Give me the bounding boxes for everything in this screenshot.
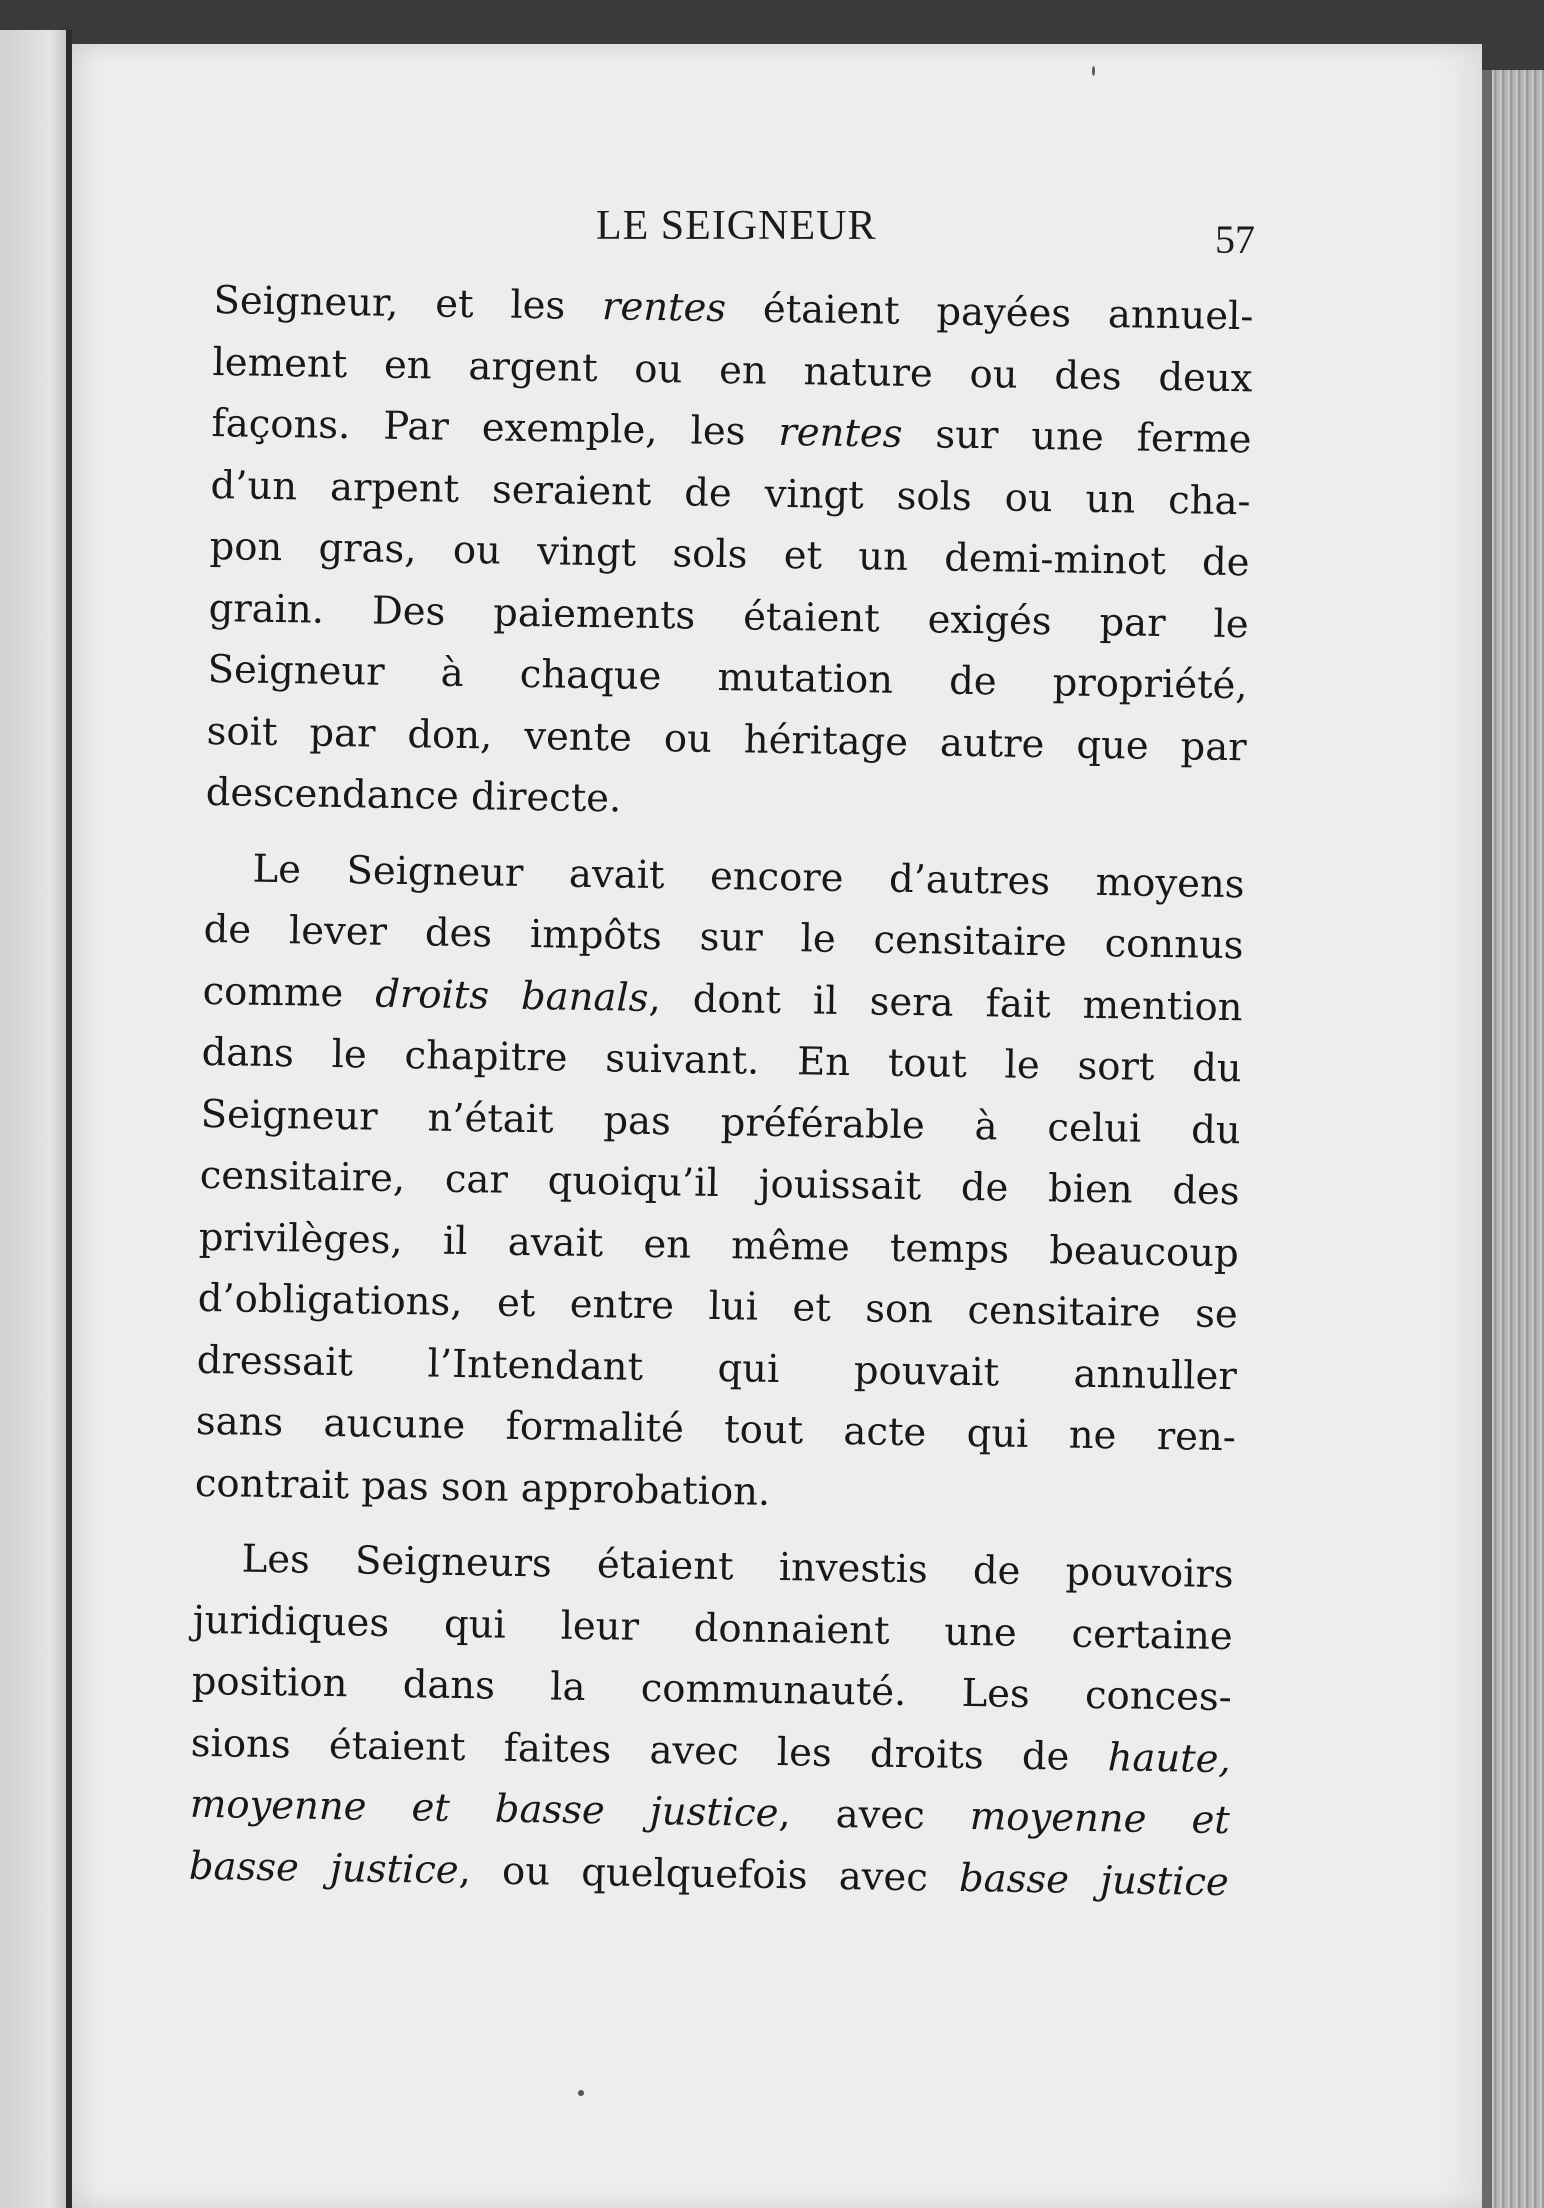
running-title: LE SEIGNEUR bbox=[596, 203, 877, 249]
text-run: comme bbox=[202, 968, 376, 1017]
text-run: sions étaient faites avec les droits de bbox=[190, 1720, 1109, 1780]
text-run: de lever des impôts sur le censitaire connus bbox=[203, 906, 1244, 969]
text-run: position dans la communauté. Les conces- bbox=[191, 1658, 1233, 1721]
italic-term: droits banals bbox=[374, 971, 649, 1021]
text-run: , avec bbox=[778, 1791, 971, 1840]
text-run: juridiques qui leur donnaient une certaine bbox=[192, 1597, 1234, 1659]
page-number: 57 bbox=[1215, 217, 1255, 262]
text-run: lement en argent ou en nature ou des deux bbox=[212, 339, 1253, 401]
body-text bbox=[188, 270, 1253, 1913]
italic-term: rentes bbox=[601, 284, 727, 332]
text-run: sur une ferme bbox=[902, 411, 1252, 463]
facing-page-edge bbox=[0, 30, 72, 2208]
text-run: d’obligations, et entre lui et son censitaire se bbox=[197, 1275, 1239, 1338]
text-run: façons. Par exemple, les bbox=[211, 400, 779, 455]
text-run: , ou quelquefois avec bbox=[458, 1847, 960, 1901]
text-run: pon gras, ou vingt sols et un demi-minot de bbox=[209, 523, 1250, 586]
text-run: Seigneur, et les bbox=[213, 277, 603, 330]
italic-term: moyenne et bbox=[969, 1794, 1231, 1844]
text-run: étaient payées annuel- bbox=[725, 286, 1254, 340]
dust-speck bbox=[1092, 66, 1095, 76]
italic-term: basse justice bbox=[188, 1843, 460, 1893]
italic-term: haute, bbox=[1107, 1734, 1232, 1782]
text-run: censitaire, car quoiqu’il jouissait de bien des bbox=[199, 1152, 1241, 1215]
text-run: grain. Des paiements étaient exigés par le bbox=[208, 585, 1249, 647]
text-run: Les Seigneurs étaient investis de pouvoirs bbox=[241, 1536, 1234, 1598]
text-run: dans le chapitre suivant. En tout le sort du bbox=[201, 1029, 1242, 1092]
italic-term: basse justice bbox=[958, 1855, 1230, 1905]
italic-term: moyenne et basse justice bbox=[189, 1781, 779, 1837]
text-run: soit par don, vente ou héritage autre que par bbox=[206, 708, 1247, 770]
text-run: sans aucune formalité tout acte qui ne ren- bbox=[195, 1398, 1237, 1461]
dust-speck bbox=[578, 2090, 584, 2096]
text-run: , dont il sera fait mention bbox=[648, 975, 1243, 1030]
text-run: dressait l’Intendant qui pouvait annuller bbox=[196, 1337, 1238, 1399]
italic-term: rentes bbox=[778, 409, 903, 457]
text-run: d’un arpent seraient de vingt sols ou un cha- bbox=[210, 462, 1251, 524]
text-run: privilèges, il avait en même temps beaucoup bbox=[198, 1214, 1240, 1276]
text-run: Seigneur à chaque mutation de propriété, bbox=[207, 646, 1248, 709]
text-run: Le Seigneur avait encore d’autres moyens bbox=[252, 846, 1245, 907]
text-run: Seigneur n’était pas préférable à celui du bbox=[200, 1091, 1241, 1153]
text-run: descendance directe. bbox=[205, 769, 622, 822]
text-run: contrait pas son approbation. bbox=[194, 1460, 771, 1515]
page-edge-shadow bbox=[1482, 70, 1492, 2208]
